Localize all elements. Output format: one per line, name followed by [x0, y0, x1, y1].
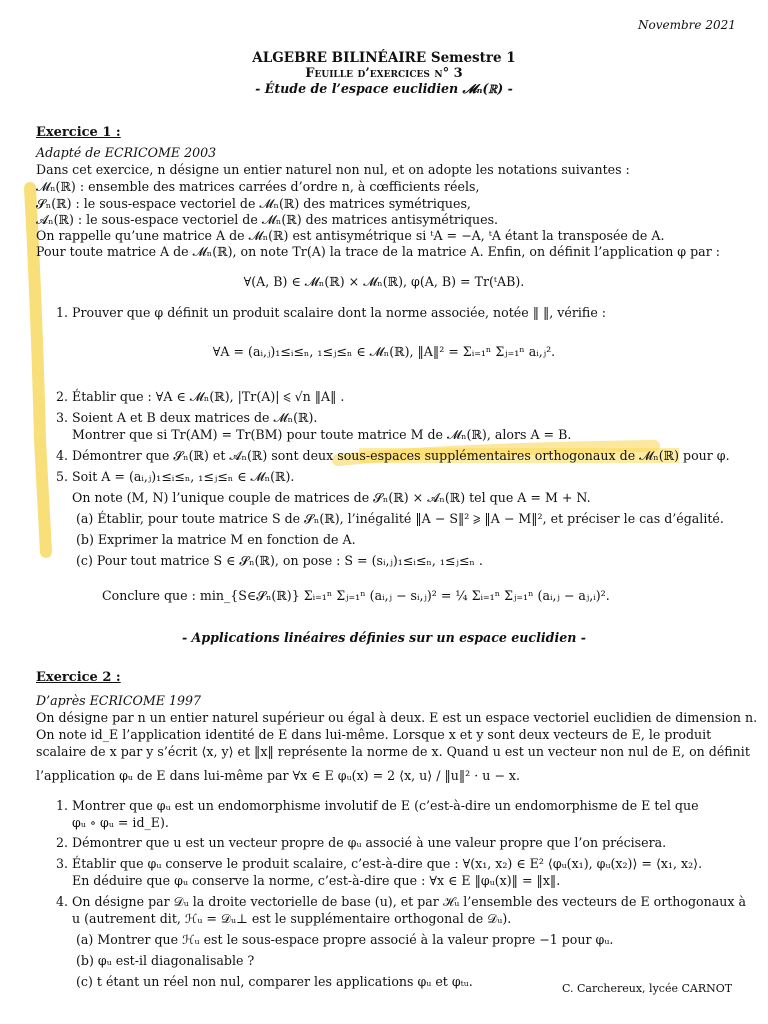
question-number: 5. [55, 469, 68, 484]
ex2-question-4c: (c) t étant un réel non nul, comparer les applications φᵤ et φₜᵤ. [76, 974, 473, 989]
question-text: Établir que φᵤ conserve le produit scalaire, c’est-à-dire que : ∀(x₁, x₂) ∈ E² ⟨φᵤ(x₁), φᵤ(x₂)⟩ = ⟨x₁, x₂⟩. [72, 856, 703, 871]
question-text: pour φ. [679, 448, 730, 463]
question-text: Soit A = (aᵢ,ⱼ)₁≤ᵢ≤ₙ, ₁≤ⱼ≤ₙ ∈ 𝓜ₙ(ℝ). [72, 469, 295, 484]
ex2-question-4 [52, 894, 746, 910]
question-5c: (c) Pour tout matrice S ∈ 𝓢ₙ(ℝ), on pose : S = (sᵢ,ⱼ)₁≤ᵢ≤ₙ, ₁≤ⱼ≤ₙ . [76, 553, 483, 568]
question-number: 3. [55, 410, 68, 425]
norm-formula: ∀A = (aᵢ,ⱼ)₁≤ᵢ≤ₙ, ₁≤ⱼ≤ₙ ∈ 𝓜ₙ(ℝ), ‖A‖² = Σᵢ₌₁ⁿ Σⱼ₌₁ⁿ aᵢ,ⱼ². [212, 344, 556, 359]
exercise-1-intro-line: 𝓜ₙ(ℝ) : ensemble des matrices carrées d’ordre n, à cœfficients réels, [36, 179, 480, 194]
exercise-2-intro-line: l’application φᵤ de E dans lui-même par ∀x ∈ E φᵤ(x) = 2 ⟨x, u⟩ / ‖u‖² · u − x. [36, 768, 520, 783]
exercise-2-intro-line: scalaire de x par y s’écrit ⟨x, y⟩ et ‖x‖ représente la norme de x. Quand u est un vecteur non nul de E, on définit [36, 744, 750, 759]
question-text: Prouver que φ définit un produit scalaire dont la norme associée, notée ‖ ‖, vérifie : [72, 305, 607, 320]
ex2-question-3 [52, 856, 702, 872]
ex2-question-1-continued: φᵤ ∘ φᵤ = id_E). [72, 815, 169, 830]
definition-formula: ∀(A, B) ∈ 𝓜ₙ(ℝ) × 𝓜ₙ(ℝ), φ(A, B) = Tr(ᵗAB). [243, 274, 525, 289]
exercise-2-intro-line: On désigne par n un entier naturel supérieur ou égal à deux. E est un espace vectoriel euclidien de dimension n. [36, 710, 758, 725]
exercise-1-intro-line: Dans cet exercice, n désigne un entier naturel non nul, et on adopte les notations suivantes : [36, 162, 630, 177]
section-heading: - Applications linéaires définies sur un espace euclidien - [181, 630, 587, 645]
question-number: 4. [55, 894, 68, 909]
sheet-title: Feuille d’exercices n° 3 [305, 66, 463, 81]
sheet-theme: - Étude de l’espace euclidien 𝓜ₙ(ℝ) - [255, 81, 513, 96]
exercise-2-source: D’après ECRICOME 1997 [36, 693, 201, 708]
question-number: 1. [55, 305, 68, 320]
exercise-2-title: Exercice 2 : [36, 670, 121, 685]
ex2-question-4b: (b) φᵤ est-il diagonalisable ? [76, 953, 255, 968]
ex2-question-1 [52, 798, 699, 814]
question-5 [52, 469, 294, 485]
exercise-2-intro-line: On note id_E l’application identité de E dans lui-même. Lorsque x et y sont deux vecteurs de E, le produit [36, 727, 712, 742]
ex2-question-4-continued: u (autrement dit, ℋᵤ = 𝒟ᵤ⊥ est le supplémentaire orthogonal de 𝒟ᵤ). [72, 911, 512, 926]
document-title: ALGEBRE BILINÉAIRE Semestre 1 [252, 50, 516, 66]
question-text: Soient A et B deux matrices de 𝓜ₙ(ℝ). [72, 410, 318, 425]
question-text: Montrer que φᵤ est un endomorphisme involutif de E (c’est-à-dire un endomorphisme de E tel que [72, 798, 699, 813]
ex2-question-4a: (a) Montrer que ℋᵤ est le sous-espace propre associé à la valeur propre −1 pour φᵤ. [76, 932, 614, 947]
question-5b: (b) Exprimer la matrice M en fonction de A. [76, 532, 356, 547]
question-text: Démontrer que 𝓢ₙ(ℝ) et 𝓐ₙ(ℝ) sont deux sou [72, 448, 360, 463]
question-number: 4. [55, 448, 68, 463]
date: Novembre 2021 [638, 18, 736, 32]
conclusion-formula: Conclure que : min_{S∈𝓢ₙ(ℝ)} Σᵢ₌₁ⁿ Σⱼ₌₁ⁿ (aᵢ,ⱼ − sᵢ,ⱼ)² = ¼ Σᵢ₌₁ⁿ Σⱼ₌₁ⁿ (aᵢ,ⱼ − aⱼ,ᵢ)². [102, 588, 610, 603]
question-5-continued: On note (M, N) l’unique couple de matrices de 𝓢ₙ(ℝ) × 𝓐ₙ(ℝ) tel que A = M + N. [72, 490, 591, 505]
exercise-1-intro-line: On rappelle qu’une matrice A de 𝓜ₙ(ℝ) est antisymétrique si ᵗA = −A, ᵗA étant la transposée de A. [36, 228, 665, 243]
question-1 [52, 305, 606, 321]
question-number: 2. [55, 835, 68, 850]
exercise-1-intro-line: 𝓢ₙ(ℝ) : le sous-espace vectoriel de 𝓜ₙ(ℝ) des matrices symétriques, [36, 196, 471, 211]
footer-author: C. Carchereux, lycée CARNOT [562, 982, 733, 995]
question-4 [52, 448, 730, 464]
exercise-1-source: Adapté de ECRICOME 2003 [36, 145, 217, 160]
question-number: 2. [55, 389, 68, 404]
question-2 [52, 389, 344, 405]
ex2-question-3-continued: En déduire que φᵤ conserve la norme, c’est-à-dire que : ∀x ∈ E ‖φᵤ(x)‖ = ‖x‖. [72, 873, 561, 888]
question-3 [52, 410, 317, 426]
question-text: Établir que : ∀A ∈ 𝓜ₙ(ℝ), |Tr(A)| ⩽ √n ‖A‖ . [72, 389, 345, 404]
question-3-continued: Montrer que si Tr(AM) = Tr(BM) pour toute matrice M de 𝓜ₙ(ℝ), alors A = B. [72, 427, 572, 442]
question-5a: (a) Établir, pour toute matrice S de 𝓢ₙ(ℝ), l’inégalité ‖A − S‖² ⩾ ‖A − M‖², et préciser le cas d’égalité. [76, 511, 724, 526]
exercise-1-intro-line: 𝓐ₙ(ℝ) : le sous-espace vectoriel de 𝓜ₙ(ℝ) des matrices antisymétriques. [36, 212, 499, 227]
exercise-1-title: Exercice 1 : [36, 125, 121, 140]
question-text: On désigne par 𝒟ᵤ la droite vectorielle de base (u), et par ℋᵤ l’ensemble des vecteurs de E orthogonaux à [72, 894, 746, 909]
ex2-question-2 [52, 835, 666, 851]
question-text: Démontrer que u est un vecteur propre de φᵤ associé à une valeur propre que l’on précisera. [72, 835, 667, 850]
question-number: 3. [55, 856, 68, 871]
highlighted-text: s-espaces supplémentaires orthogonaux de 𝓜ₙ(ℝ) [359, 448, 680, 463]
exercise-1-intro-line: Pour toute matrice A de 𝓜ₙ(ℝ), on note Tr(A) la trace de la matrice A. Enfin, on définit l’application φ par : [36, 244, 720, 259]
question-number: 1. [55, 798, 68, 813]
